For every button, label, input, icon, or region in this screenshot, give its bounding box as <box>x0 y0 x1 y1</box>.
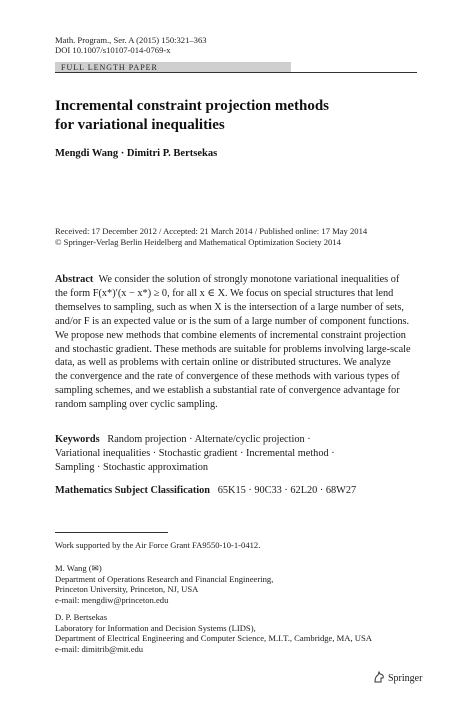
keywords-line: Sampling · Stochastic approximation <box>55 461 209 473</box>
publisher-logo <box>372 670 422 684</box>
abstract-heading: Abstract <box>55 274 94 285</box>
header-rule <box>55 72 417 73</box>
affiliation-bertsekas <box>55 612 372 654</box>
title-line: for variational inequalities <box>55 117 225 133</box>
publisher-name: Springer <box>388 673 423 684</box>
email: e-mail: mengdiw@princeton.edu <box>55 594 169 605</box>
footnote-rule <box>55 532 168 533</box>
keywords-line <box>55 433 417 447</box>
abstract-line <box>55 273 417 287</box>
copyright-notice: © Springer-Verlag Berlin Heidelberg and Mathematical Optimization Society 2014 <box>55 236 341 247</box>
abstract-line: themselves to sampling, such as when X is the intersection of a large number of sets, <box>55 301 404 313</box>
journal-volume: Math. Program., Ser. A (2015) 150:321–363 <box>55 35 207 45</box>
msc-heading: Mathematics Subject Classification <box>55 485 211 496</box>
keywords-heading: Keywords <box>55 434 100 445</box>
abstract <box>55 273 417 412</box>
subject-classification <box>55 485 356 496</box>
keywords-line: Variational inequalities · Stochastic gradient · Incremental method · <box>55 447 335 459</box>
abstract-line: data, as well as problems with certain online or distributed structures. We analyze <box>55 357 391 369</box>
doi: DOI 10.1007/s10107-014-0769-x <box>55 45 171 55</box>
abstract-line: and/or F is an expected value or is the sum of a large number of component functions. <box>55 315 410 327</box>
affiliation-line: Laboratory for Information and Decision Systems (LIDS), <box>55 622 256 633</box>
affiliation-line: Department of Electrical Engineering and Computer Science, M.I.T., Cambridge, MA, USA <box>55 633 373 643</box>
paper-title <box>55 97 417 135</box>
abstract-line: the convergence and the rate of convergence of these methods with various types of <box>55 371 400 383</box>
springer-horse-icon <box>372 670 386 684</box>
journal-citation <box>55 35 207 55</box>
keywords-text: Random projection · Alternate/cyclic projection · <box>107 434 311 445</box>
author-list: Mengdi Wang · Dimitri P. Bertsekas <box>55 148 218 159</box>
affiliation-wang <box>55 563 273 605</box>
abstract-text: We consider the solution of strongly monotone variational inequalities of <box>98 274 400 285</box>
msc-codes: 65K15 · 90C33 · 62L20 · 68W27 <box>217 485 357 496</box>
affiliation-line: Department of Operations Research and Financial Engineering, <box>55 573 274 584</box>
author-name: D. P. Bertsekas <box>55 612 108 622</box>
abstract-line: random sampling over cyclic sampling. <box>55 399 218 411</box>
abstract-line: and stochastic gradient. These methods are suitable for problems involving large-scale <box>55 343 411 355</box>
publication-history <box>55 226 367 247</box>
title-line: Incremental constraint projection methods <box>55 98 329 114</box>
abstract-line: the form F(x*)′(x − x*) ≥ 0, for all x ∈ X. We focus on special structures that lend <box>55 287 394 299</box>
keywords <box>55 433 417 475</box>
affiliation-line: Princeton University, Princeton, NJ, USA <box>55 584 199 594</box>
article-type-label: FULL LENGTH PAPER <box>61 63 158 72</box>
funding-footnote: Work supported by the Air Force Grant FA9550-10-1-0412. <box>55 540 261 550</box>
abstract-line: We propose new methods that combine elements of incremental constraint projection <box>55 329 406 341</box>
author-name: M. Wang (✉) <box>55 563 102 573</box>
received-accepted-dates: Received: 17 December 2012 / Accepted: 21 March 2014 / Published online: 17 May 2014 <box>55 226 368 236</box>
email: e-mail: dimitrib@mit.edu <box>55 643 144 654</box>
abstract-line: sampling schemes, and we establish a substantial rate of convergence advantage for <box>55 385 400 397</box>
